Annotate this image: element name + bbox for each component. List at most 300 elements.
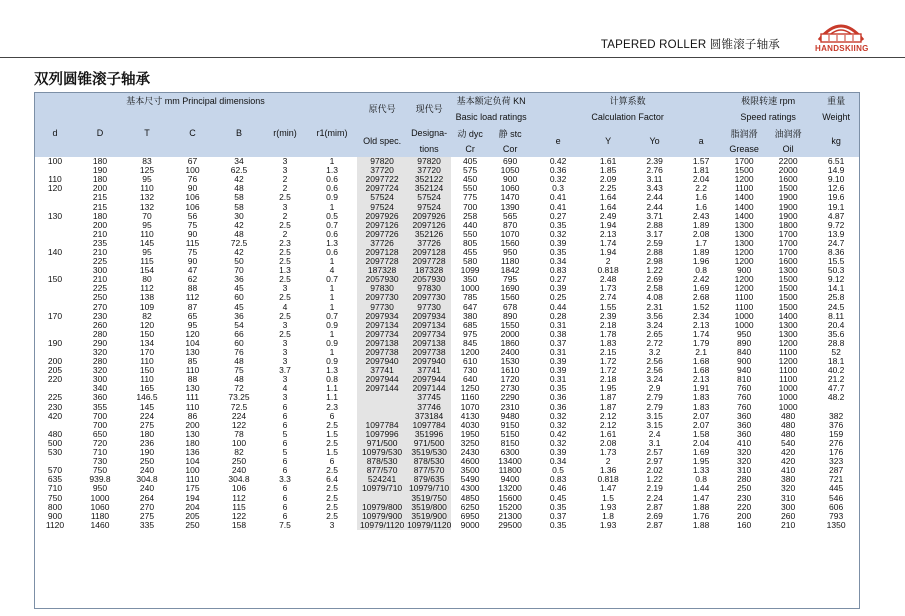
cell-kg: 35.6 bbox=[827, 329, 845, 339]
cell-old-spec: 2097944 bbox=[357, 375, 407, 384]
cell-T: 120 bbox=[139, 320, 155, 330]
col-designations-1: Designa- bbox=[407, 125, 451, 141]
table-row bbox=[34, 384, 860, 393]
cell-y: 2.15 bbox=[599, 347, 617, 358]
logo-emblem-icon bbox=[815, 14, 867, 46]
cell-r1: 0.9 bbox=[326, 338, 338, 348]
col-oil-2: Oil bbox=[764, 141, 812, 157]
cell-grease: 840 bbox=[737, 347, 752, 358]
cell-yo: 2.65 bbox=[646, 329, 663, 339]
cell-cr: 2430 bbox=[460, 448, 480, 458]
cell-cor: 21300 bbox=[498, 511, 522, 521]
cell-B: 48 bbox=[234, 357, 244, 367]
cell-e: 0.42 bbox=[549, 429, 567, 439]
cell-d bbox=[34, 293, 76, 302]
cell-a: 1.76 bbox=[692, 511, 710, 521]
cell-e: 0.41 bbox=[549, 193, 567, 203]
cell-cor: 2000 bbox=[500, 329, 520, 339]
table-row bbox=[34, 448, 860, 457]
cell-old-spec: 97730 bbox=[357, 303, 407, 312]
new-code-header: 现代号 bbox=[407, 92, 451, 125]
cell-old-spec: 1097784 bbox=[357, 421, 407, 430]
cell-kg: 40.2 bbox=[827, 366, 845, 376]
cell-T: 304.8 bbox=[136, 475, 158, 485]
cell-kg: 606 bbox=[829, 502, 844, 512]
cell-a: 1.79 bbox=[692, 338, 710, 348]
cell-B: 58 bbox=[234, 193, 244, 203]
cell-yo: 3.1 bbox=[648, 438, 661, 448]
cell-e: 0.39 bbox=[549, 366, 567, 376]
cell-old-spec: 2097722 bbox=[357, 175, 407, 184]
cell-kg: 382 bbox=[829, 411, 844, 421]
cell-T: 110 bbox=[140, 184, 154, 194]
cell-d: 230 bbox=[47, 402, 63, 412]
cell-designation: 352126 bbox=[407, 230, 451, 239]
cell-C: 120 bbox=[185, 329, 200, 339]
cell-a: 1.89 bbox=[692, 220, 710, 230]
cell-C: 250 bbox=[185, 520, 200, 530]
cell-T: 132 bbox=[139, 193, 155, 203]
cell-r: 2.5 bbox=[279, 193, 291, 203]
cell-designation: 352122 bbox=[407, 175, 451, 184]
cell-y: 2.74 bbox=[599, 293, 617, 303]
cell-a: 2.04 bbox=[692, 175, 710, 185]
cell-B: 36 bbox=[234, 311, 244, 321]
cell-cr: 550 bbox=[462, 229, 478, 239]
cell-grease: 250 bbox=[737, 484, 752, 494]
cell-r1: 1 bbox=[329, 257, 335, 267]
cell-yo: 3.71 bbox=[646, 211, 663, 221]
cell-d bbox=[34, 202, 76, 211]
cell-grease: 320 bbox=[737, 457, 752, 467]
cell-D: 200 bbox=[92, 220, 108, 230]
cell-cr: 350 bbox=[462, 275, 478, 285]
cell-yo: 2.72 bbox=[646, 338, 663, 348]
cell-cr: 4300 bbox=[460, 484, 480, 494]
cell-yo: 2.31 bbox=[646, 302, 663, 312]
cell-grease: 1400 bbox=[734, 211, 754, 221]
cell-designation: 2097944 bbox=[407, 375, 451, 384]
cell-grease: 1300 bbox=[734, 220, 754, 230]
cell-y: 2.12 bbox=[599, 411, 617, 421]
cell-cr: 6250 bbox=[460, 502, 480, 512]
cell-y: 2.48 bbox=[599, 275, 617, 285]
cell-T: 264 bbox=[139, 493, 155, 503]
cell-y: 1.55 bbox=[599, 302, 617, 312]
cell-cor: 15600 bbox=[498, 493, 522, 503]
cell-cr: 785 bbox=[462, 293, 478, 303]
table-row bbox=[34, 339, 860, 348]
cell-designation: 2057930 bbox=[407, 275, 451, 284]
cell-old-spec: 2097138 bbox=[357, 339, 407, 348]
cell-T: 154 bbox=[139, 266, 155, 276]
cell-e: 0.32 bbox=[549, 175, 567, 185]
cell-D: 950 bbox=[92, 484, 108, 494]
cell-y: 1.64 bbox=[599, 202, 617, 212]
cell-d: 200 bbox=[47, 357, 63, 367]
table-body bbox=[34, 157, 860, 530]
cell-a: 1.83 bbox=[692, 402, 710, 412]
table-row bbox=[34, 293, 860, 302]
col-grease-1: 脂润滑 bbox=[724, 125, 764, 141]
cell-B: 30 bbox=[234, 211, 244, 221]
cell-e: 0.37 bbox=[549, 338, 567, 348]
header-title: TAPERED ROLLER 圆锥滚子轴承 bbox=[600, 39, 780, 51]
header-row-1 bbox=[34, 92, 860, 109]
calc-en-header: Calculation Factor bbox=[531, 109, 724, 125]
cell-a: 2.07 bbox=[692, 420, 710, 430]
cell-designation: 3519/750 bbox=[407, 493, 451, 502]
cell-old-spec: 2097730 bbox=[357, 293, 407, 302]
cell-designation: 3519/800 bbox=[407, 503, 451, 512]
cell-oil: 1700 bbox=[778, 247, 798, 257]
cell-cor: 1530 bbox=[500, 357, 520, 367]
calc-cn-header: 计算系数 bbox=[531, 92, 724, 109]
cell-old-spec: 2097728 bbox=[357, 257, 407, 266]
cell-oil: 1300 bbox=[778, 266, 798, 276]
col-r1: r1(mim) bbox=[307, 109, 357, 157]
cell-a: 1.58 bbox=[692, 429, 710, 439]
cell-yo: 2.9 bbox=[648, 384, 661, 394]
cell-cr: 1070 bbox=[460, 402, 480, 412]
cell-cor: 890 bbox=[502, 311, 518, 321]
cell-y: 1.94 bbox=[599, 220, 617, 230]
cell-C: 88 bbox=[187, 284, 198, 294]
cell-r1: 1.3 bbox=[326, 166, 338, 176]
cell-cr: 450 bbox=[462, 175, 478, 185]
cell-r1: 0.7 bbox=[326, 220, 338, 230]
cell-old-spec: 2097128 bbox=[357, 248, 407, 257]
cell-cor: 5150 bbox=[500, 429, 520, 439]
cell-kg: 25.8 bbox=[827, 293, 845, 303]
cell-B: 66 bbox=[234, 329, 244, 339]
cell-y: 1.83 bbox=[599, 338, 617, 348]
cell-r: 1.3 bbox=[279, 266, 291, 276]
cell-grease: 220 bbox=[737, 502, 752, 512]
cell-a: 1.83 bbox=[692, 393, 710, 403]
cell-y: 2.08 bbox=[599, 438, 617, 448]
cell-designation: 97830 bbox=[407, 284, 451, 293]
table-row bbox=[34, 202, 860, 211]
cell-r: 3 bbox=[282, 375, 288, 385]
cell-a: 1.69 bbox=[692, 284, 710, 294]
cell-grease: 1400 bbox=[734, 202, 754, 212]
cell-old-spec: 97830 bbox=[357, 284, 407, 293]
cell-d: 635 bbox=[47, 475, 63, 485]
cell-e: 0.42 bbox=[549, 157, 567, 167]
cell-r: 6 bbox=[282, 457, 288, 467]
cell-cor: 950 bbox=[502, 247, 518, 257]
cell-yo: 3.15 bbox=[646, 420, 663, 430]
cell-designation: 37726 bbox=[407, 239, 451, 248]
cell-T: 134 bbox=[139, 338, 155, 348]
cell-yo: 2.87 bbox=[646, 502, 663, 512]
cell-e: 0.83 bbox=[549, 475, 567, 485]
cell-r1: 1 bbox=[329, 347, 335, 358]
cell-cor: 1560 bbox=[500, 293, 520, 303]
cell-kg: 376 bbox=[829, 420, 844, 430]
cell-r: 4 bbox=[282, 384, 288, 394]
cell-e: 0.38 bbox=[549, 329, 567, 339]
page-header bbox=[0, 0, 905, 58]
cell-d bbox=[34, 303, 76, 312]
cell-r: 5 bbox=[282, 429, 288, 439]
col-C: C bbox=[170, 109, 215, 157]
cell-r1: 2.5 bbox=[326, 438, 338, 448]
page-title: 双列圆锥滚子轴承 bbox=[34, 72, 150, 88]
cell-B: 42 bbox=[234, 175, 244, 185]
cell-yo: 2.88 bbox=[646, 247, 663, 257]
cell-yo: 2.69 bbox=[646, 511, 663, 521]
cell-D: 1000 bbox=[90, 493, 110, 503]
cell-grease: 1000 bbox=[734, 320, 754, 330]
cell-old-spec: 2097126 bbox=[357, 221, 407, 230]
cell-a: 1.44 bbox=[692, 484, 710, 494]
cell-r: 6 bbox=[282, 466, 288, 476]
cell-r1: 2.5 bbox=[326, 420, 338, 430]
cell-T: 110 bbox=[140, 229, 154, 239]
cell-kg: 14.1 bbox=[827, 284, 845, 294]
cell-C: 106 bbox=[185, 193, 200, 203]
cell-old-spec: 10979/800 bbox=[357, 503, 407, 512]
cell-designation: 373184 bbox=[407, 412, 451, 421]
cell-old-spec: 10979/530 bbox=[357, 448, 407, 457]
col-dynamic-2: Cr bbox=[451, 141, 489, 157]
cell-C: 115 bbox=[185, 238, 200, 248]
cell-D: 270 bbox=[92, 302, 108, 312]
cell-grease: 1200 bbox=[734, 275, 754, 285]
cell-kg: 4.87 bbox=[827, 211, 845, 221]
cell-oil: 1900 bbox=[778, 193, 798, 203]
table-row bbox=[34, 157, 860, 166]
cell-d bbox=[34, 166, 76, 175]
cell-grease: 900 bbox=[737, 357, 752, 367]
cell-D: 180 bbox=[92, 175, 108, 185]
cell-oil: 2000 bbox=[778, 166, 798, 176]
cell-d: 480 bbox=[47, 429, 63, 439]
cell-r1: 0.6 bbox=[326, 184, 338, 194]
cell-r: 2 bbox=[282, 184, 288, 194]
cell-r1: 1.1 bbox=[326, 384, 338, 394]
cell-T: 145 bbox=[139, 238, 155, 248]
cell-a: 1.6 bbox=[695, 202, 708, 212]
cell-y: 2.25 bbox=[599, 184, 617, 194]
cell-r: 2.5 bbox=[279, 329, 291, 339]
table-row bbox=[34, 403, 860, 412]
cell-C: 47 bbox=[187, 266, 198, 276]
cell-cor: 9480 bbox=[500, 411, 520, 421]
cell-r: 6 bbox=[282, 493, 288, 503]
cell-d: 100 bbox=[47, 157, 63, 167]
cell-grease: 890 bbox=[737, 338, 752, 348]
table-row bbox=[34, 466, 860, 475]
cell-oil: 1600 bbox=[778, 175, 798, 185]
cell-B: 72.5 bbox=[230, 402, 248, 412]
cell-C: 90 bbox=[187, 184, 198, 194]
cell-D: 250 bbox=[92, 293, 108, 303]
cell-cor: 13200 bbox=[498, 484, 522, 494]
cell-kg: 159 bbox=[829, 429, 844, 439]
cell-e: 0.5 bbox=[552, 466, 564, 476]
cell-e: 0.36 bbox=[549, 402, 567, 412]
cell-cor: 6300 bbox=[500, 448, 520, 458]
cell-cor: 690 bbox=[502, 157, 518, 167]
cell-d bbox=[34, 284, 76, 293]
cell-grease: 200 bbox=[737, 511, 752, 521]
cell-cor: 2310 bbox=[500, 402, 520, 412]
cell-T: 190 bbox=[139, 448, 155, 458]
cell-r: 3 bbox=[282, 347, 288, 358]
cell-C: 104 bbox=[185, 338, 200, 348]
cell-C: 110 bbox=[185, 475, 200, 485]
cell-D: 180 bbox=[92, 211, 108, 221]
cell-C: 180 bbox=[185, 438, 200, 448]
cell-cr: 700 bbox=[462, 202, 478, 212]
cell-C: 62 bbox=[187, 275, 198, 285]
cell-y: 2.12 bbox=[599, 420, 617, 430]
cell-B: 82 bbox=[234, 448, 244, 458]
cell-old-spec: 37741 bbox=[357, 366, 407, 375]
cell-kg: 8.11 bbox=[828, 311, 845, 321]
cell-D: 710 bbox=[92, 448, 108, 458]
cell-old-spec: 524241 bbox=[357, 475, 407, 484]
cell-C: 85 bbox=[187, 357, 198, 367]
cell-a: 1.6 bbox=[695, 193, 708, 203]
cell-r: 2.3 bbox=[279, 238, 291, 248]
cell-D: 225 bbox=[92, 284, 108, 294]
cell-r: 3 bbox=[282, 357, 288, 367]
cell-cor: 9150 bbox=[500, 420, 520, 430]
cell-designation: 878/530 bbox=[407, 457, 451, 466]
cell-y: 1.73 bbox=[599, 284, 617, 294]
cell-cr: 1950 bbox=[460, 429, 480, 439]
cell-r1: 2.5 bbox=[326, 502, 338, 512]
cell-designation: 37745 bbox=[407, 393, 451, 402]
cell-designation: 10979/1120 bbox=[407, 520, 452, 530]
cell-oil: 480 bbox=[781, 411, 796, 421]
cell-B: 115 bbox=[232, 502, 246, 512]
speed-en-header: Speed ratings bbox=[724, 109, 812, 125]
cell-B: 76 bbox=[234, 347, 244, 358]
cell-oil: 410 bbox=[781, 466, 796, 476]
col-r: r(min) bbox=[263, 109, 307, 157]
cell-yo: 2.44 bbox=[646, 193, 663, 203]
cell-C: 90 bbox=[187, 257, 198, 267]
cell-B: 42 bbox=[234, 247, 244, 257]
cell-oil: 1000 bbox=[778, 393, 798, 403]
cell-cor: 29500 bbox=[498, 520, 522, 530]
cell-d: 750 bbox=[47, 493, 63, 503]
cell-r1: 1.5 bbox=[326, 448, 338, 458]
cell-old-spec bbox=[357, 412, 407, 421]
cell-grease: 760 bbox=[737, 393, 752, 403]
cell-r: 2.5 bbox=[279, 311, 291, 321]
cell-oil: 420 bbox=[781, 457, 796, 467]
cell-kg: 28.8 bbox=[827, 338, 845, 348]
cell-D: 290 bbox=[92, 338, 108, 348]
cell-a: 1.88 bbox=[692, 502, 710, 512]
cell-a: 1.74 bbox=[692, 329, 710, 339]
cell-T: 240 bbox=[139, 484, 155, 494]
cell-T: 138 bbox=[139, 293, 155, 303]
table-row bbox=[34, 348, 860, 357]
cell-oil: 1500 bbox=[778, 293, 798, 303]
cell-D: 235 bbox=[92, 238, 108, 248]
cell-e: 0.32 bbox=[549, 411, 567, 421]
cell-r1: 6.4 bbox=[326, 475, 338, 485]
cell-yo: 2.56 bbox=[646, 366, 663, 376]
cell-y: 1.85 bbox=[599, 166, 617, 176]
cell-y: 1.64 bbox=[599, 193, 617, 203]
col-old-spec: Old spec. bbox=[357, 125, 407, 157]
cell-kg bbox=[812, 403, 860, 412]
table-row bbox=[34, 412, 860, 421]
cell-y: 1.87 bbox=[599, 402, 617, 412]
cell-T: 110 bbox=[140, 375, 154, 385]
cell-cr: 640 bbox=[462, 375, 478, 385]
cell-B: 45 bbox=[234, 302, 244, 312]
cell-designation: 2097134 bbox=[407, 321, 451, 330]
cell-e: 0.27 bbox=[549, 211, 567, 221]
col-T: T bbox=[124, 109, 170, 157]
cell-D: 939.8 bbox=[89, 475, 111, 485]
cell-e: 0.45 bbox=[549, 493, 567, 503]
cell-e: 0.35 bbox=[549, 502, 567, 512]
cell-kg: 24.7 bbox=[827, 238, 845, 248]
table-row bbox=[34, 184, 860, 193]
cell-designation: 1097784 bbox=[407, 421, 451, 430]
cell-r: 2 bbox=[282, 175, 288, 185]
cell-cor: 2730 bbox=[500, 384, 520, 394]
table-row bbox=[34, 375, 860, 384]
cell-kg: 9.10 bbox=[827, 175, 845, 185]
cell-r1: 6 bbox=[329, 411, 335, 421]
cell-r1: 4 bbox=[329, 266, 335, 276]
cell-e: 0.46 bbox=[549, 484, 567, 494]
cell-B: 48 bbox=[234, 229, 244, 239]
cell-T: 95 bbox=[142, 175, 152, 185]
cell-grease: 950 bbox=[737, 329, 752, 339]
cell-r1: 1.5 bbox=[326, 429, 338, 439]
cell-C: 110 bbox=[185, 366, 200, 376]
cell-cor: 2400 bbox=[500, 347, 520, 358]
cell-C: 136 bbox=[185, 448, 200, 458]
cell-cor: 9400 bbox=[500, 475, 520, 485]
cell-kg: 793 bbox=[829, 511, 844, 521]
cell-y: 1.73 bbox=[599, 448, 617, 458]
cell-cor: 15200 bbox=[498, 502, 522, 512]
cell-grease: 1100 bbox=[734, 293, 754, 303]
load-cn-header: 基本额定负荷 KN bbox=[451, 92, 531, 109]
cell-a: 2.07 bbox=[692, 411, 710, 421]
table-row bbox=[34, 493, 860, 502]
cell-cr: 1099 bbox=[460, 266, 480, 276]
cell-cr: 1160 bbox=[460, 393, 480, 403]
cell-C: 100 bbox=[185, 466, 200, 476]
cell-D: 225 bbox=[92, 257, 108, 267]
cell-B: 48 bbox=[234, 375, 244, 385]
cell-designation: 2097138 bbox=[407, 339, 451, 348]
cell-yo: 2.79 bbox=[646, 393, 663, 403]
cell-grease: 230 bbox=[737, 493, 752, 503]
cell-D: 360 bbox=[92, 393, 108, 403]
cell-d: 1120 bbox=[45, 520, 65, 530]
cell-cor: 565 bbox=[502, 211, 518, 221]
cell-grease: 1500 bbox=[734, 166, 754, 176]
cell-old-spec bbox=[357, 393, 407, 402]
cell-cor: 1860 bbox=[500, 338, 520, 348]
cell-C: 194 bbox=[185, 493, 200, 503]
